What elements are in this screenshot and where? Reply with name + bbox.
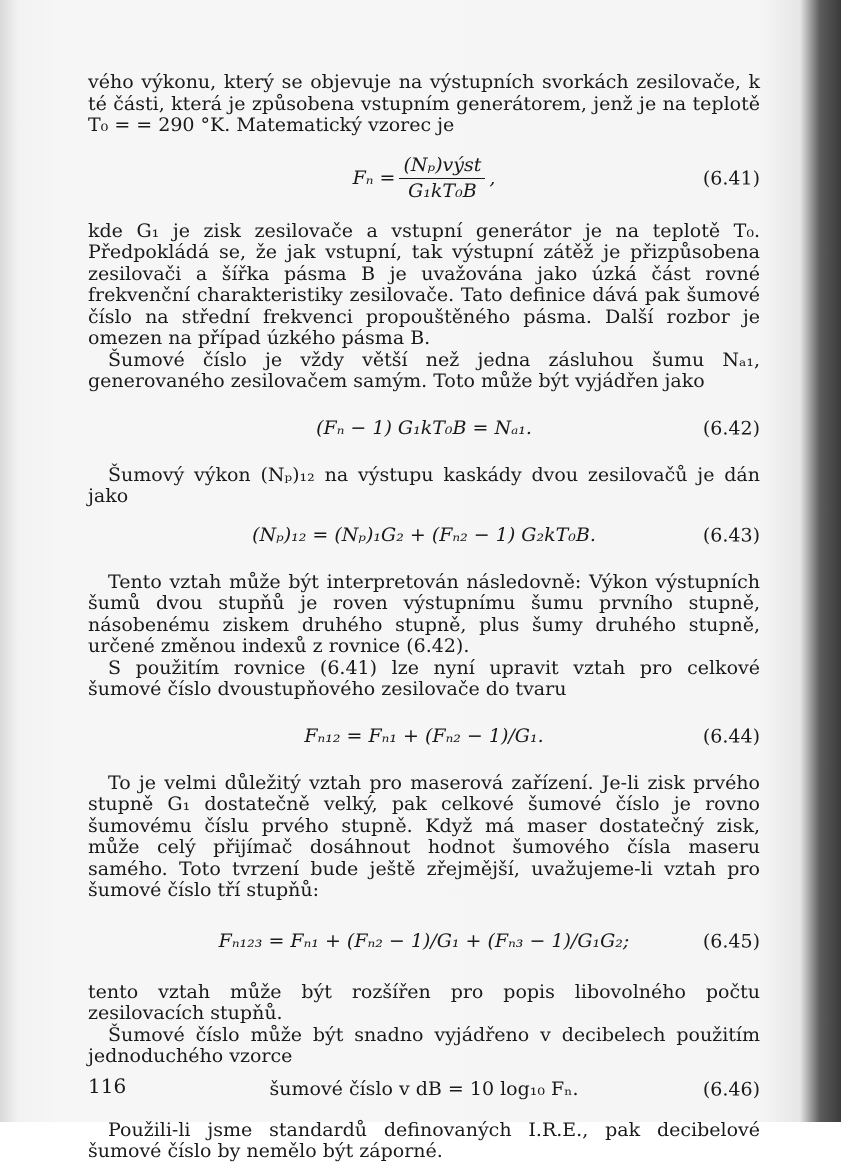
paragraph: Šumové číslo je vždy větší než jedna zásluhou šumu Nₐ₁, generovaného zesilovačem samým. Toto může být vyjádřen jako	[88, 348, 760, 392]
equation-number: (6.42)	[702, 416, 760, 439]
equation-number: (6.43)	[702, 523, 760, 546]
equation-6-44	[88, 715, 760, 759]
paragraph: To je velmi důležitý vztah pro maserová zařízení. Je-li zisk prvého stupně G₁ dostatečně velký, pak celkové šumové číslo je rovno šumovému číslu prvého stupně. Když má maser dostatečný zisk, může celý přijímač dosáhnout hodnot šumového čísla maseru samého. Toto tvrzení bude ještě zřejmější, uvažujeme-li vztah pro šumové číslo tří stupňů:	[88, 771, 760, 901]
page-number: 116	[88, 1074, 127, 1098]
fraction	[399, 155, 485, 203]
equation-number: (6.45)	[702, 929, 760, 952]
paragraph: vého výkonu, který se objevuje na výstupních svorkách zesilovače, k té části, která je způsobena vstupním generátorem, jenž je na teplotě T₀ = = 290 °K. Matematický vzorec je	[88, 71, 760, 136]
equation-6-42	[88, 407, 760, 451]
paragraph: Použili-li jsme standardů definovaných I.R.E., pak decibelové šumové číslo by nemělo být záporné.	[88, 1118, 760, 1162]
equation-body: Fₙ₁₂ = Fₙ₁ + (Fₙ₂ − 1)/G₁.	[304, 724, 544, 747]
fraction-denominator: G₁kT₀B	[408, 180, 477, 202]
equation-number: (6.46)	[702, 1077, 760, 1100]
paragraph: tento vztah může být rozšířen pro popis libovolného počtu zesilovacích stupňů.	[88, 980, 760, 1024]
equation-body: šumové číslo v dB = 10 log₁₀ Fₙ.	[269, 1077, 579, 1100]
equation-body: (Fₙ − 1) G₁kT₀B = Nₐ₁.	[316, 416, 532, 439]
equation-tail: ,	[489, 166, 496, 189]
equation-6-41	[88, 151, 760, 207]
equation-6-46	[88, 1074, 760, 1106]
equation-6-45	[88, 920, 760, 964]
equation-lhs: Fₙ =	[352, 166, 396, 189]
paragraph: kde G₁ je zisk zesilovače a vstupní generátor je na teplotě T₀. Předpokládá se, že jak vstupní, tak výstupní zátěž je přizpůsobena zesilovači a šířka pásma B je uvažována jako úzká část rovné frekvenční charakteristiky zesilovače. Tato definice dává pak šumové číslo na střední frekvenci propouštěného pásma. Další rozbor je omezen na případ úzkého pásma B.	[88, 219, 760, 349]
equation-6-43	[88, 514, 760, 558]
equation-number: (6.41)	[702, 166, 760, 189]
text-column	[88, 72, 760, 1163]
paragraph: S použitím rovnice (6.41) lze nyní upravit vztah pro celkové šumové číslo dvoustupňového zesilovače do tvaru	[88, 656, 760, 700]
fraction-numerator: (Nₚ)výst	[399, 155, 485, 180]
equation-number: (6.44)	[702, 724, 760, 747]
paragraph: Tento vztah může být interpretován následovně: Výkon výstupních šumů dvou stupňů je roven výstupnímu šumu prvního stupně, násobenému ziskem druhého stupně, plus šumy druhého stupně, určené změnou indexů z rovnice (6.42).	[88, 570, 760, 657]
equation-body: Fₙ₁₂₃ = Fₙ₁ + (Fₙ₂ − 1)/G₁ + (Fₙ₃ − 1)/G₁G₂;	[218, 929, 630, 952]
equation-body: (Nₚ)₁₂ = (Nₚ)₁G₂ + (Fₙ₂ − 1) G₂kT₀B.	[252, 523, 596, 546]
paragraph: Šumové číslo může být snadno vyjádřeno v decibelech použitím jednoduchého vzorce	[88, 1023, 760, 1067]
paragraph: Šumový výkon (Nₚ)₁₂ na výstupu kaskády dvou zesilovačů je dán jako	[88, 463, 760, 507]
